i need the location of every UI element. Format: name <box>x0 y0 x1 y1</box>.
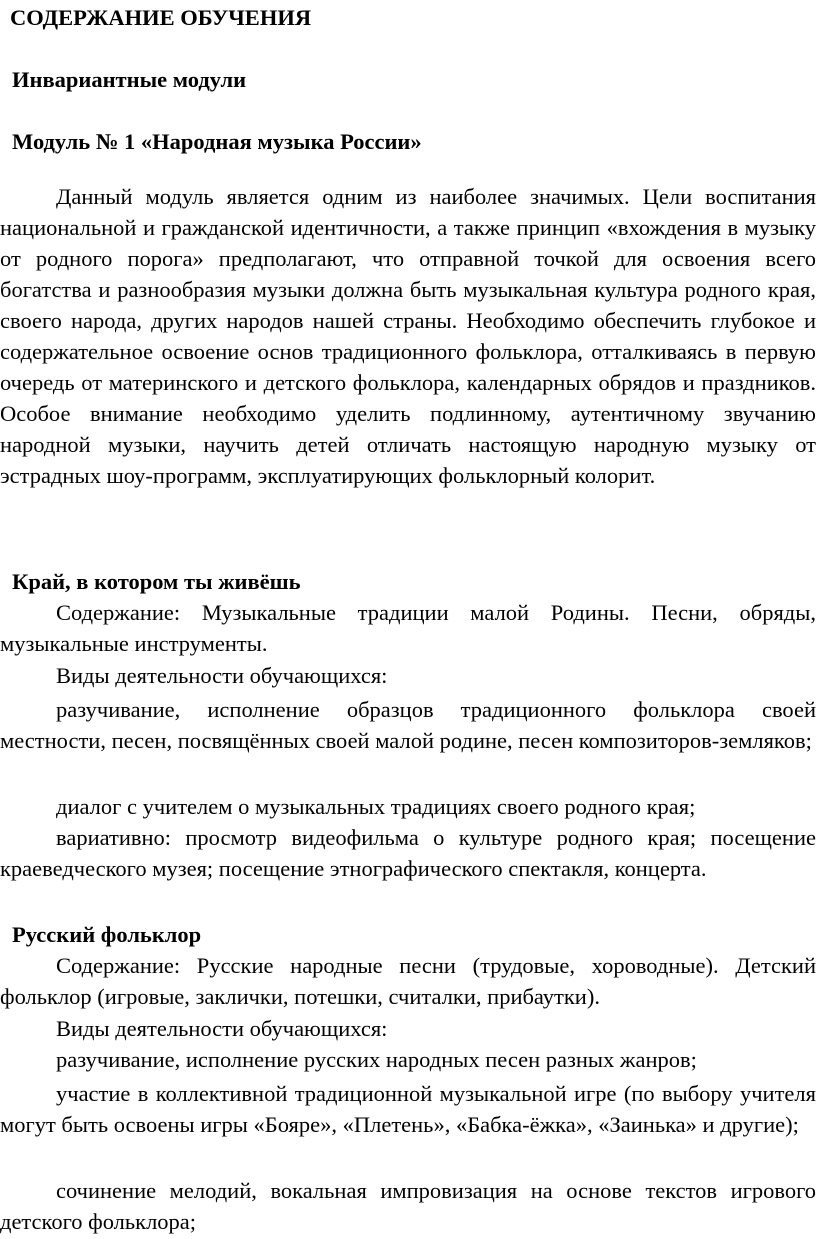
topic-heading: Русский фольклор <box>12 922 202 947</box>
activity-item: участие в коллективной традиционной музыкальной игре (по выбору учителя могут быть освоены игры «Бояре», «Плетень», «Бабка-ёжка», «Заинька» и другие); <box>0 1081 816 1137</box>
activities-label: Виды деятельности обучающихся: <box>56 1016 388 1041</box>
activity-item: вариативно: просмотр видеофильма о культуре родного края; посещение краеведческого музея; посещение этнографического спектакля, концерта. <box>0 825 816 881</box>
module-heading: Модуль № 1 «Народная музыка России» <box>12 129 422 154</box>
document-title: СОДЕРЖАНИЕ ОБУЧЕНИЯ <box>10 5 312 30</box>
activity-item: разучивание, исполнение русских народных песен разных жанров; <box>56 1047 697 1072</box>
topic-heading: Край, в котором ты живёшь <box>12 569 301 594</box>
activity-item: сочинение мелодий, вокальная импровизация на основе текстов игрового детского фольклора; <box>0 1178 816 1234</box>
intro-paragraph: Данный модуль является одним из наиболее значимых. Цели воспитания национальной и гражданской идентичности, а также принцип «вхождения в музыку от родного порога» предполагают, что отправной точкой для освоения всего богатства и разнообразия музыки должна быть музыкальная культура родного края, своего народа, других народов нашей страны. Необходимо обеспечить глубокое и содержательное освоение основ традиционного фольклора, отталкиваясь в первую очередь от материнского и детского фольклора, календарных обрядов и праздников. Особое внимание необходимо уделить подлинному, аутентичному звучанию народной музыки, научить детей отличать настоящую народную музыку от эстрадных шоу-программ, эксплуатирующих фольклорный колорит. <box>0 184 816 488</box>
topic-content: Содержание: Русские народные песни (трудовые, хороводные). Детский фольклор (игровые, заклички, потешки, считалки, прибаутки). <box>0 953 816 1009</box>
activity-item: диалог с учителем о музыкальных традициях своего родного края; <box>56 794 696 819</box>
activities-label: Виды деятельности обучающихся: <box>56 663 388 688</box>
topic-content: Содержание: Музыкальные традиции малой Родины. Песни, обряды, музыкальные инструменты. <box>0 600 816 656</box>
activity-item: разучивание, исполнение образцов традиционного фольклора своей местности, песен, посвящённых своей малой родине, песен композиторов-земляков; <box>0 697 816 753</box>
section-heading: Инвариантные модули <box>12 67 247 92</box>
